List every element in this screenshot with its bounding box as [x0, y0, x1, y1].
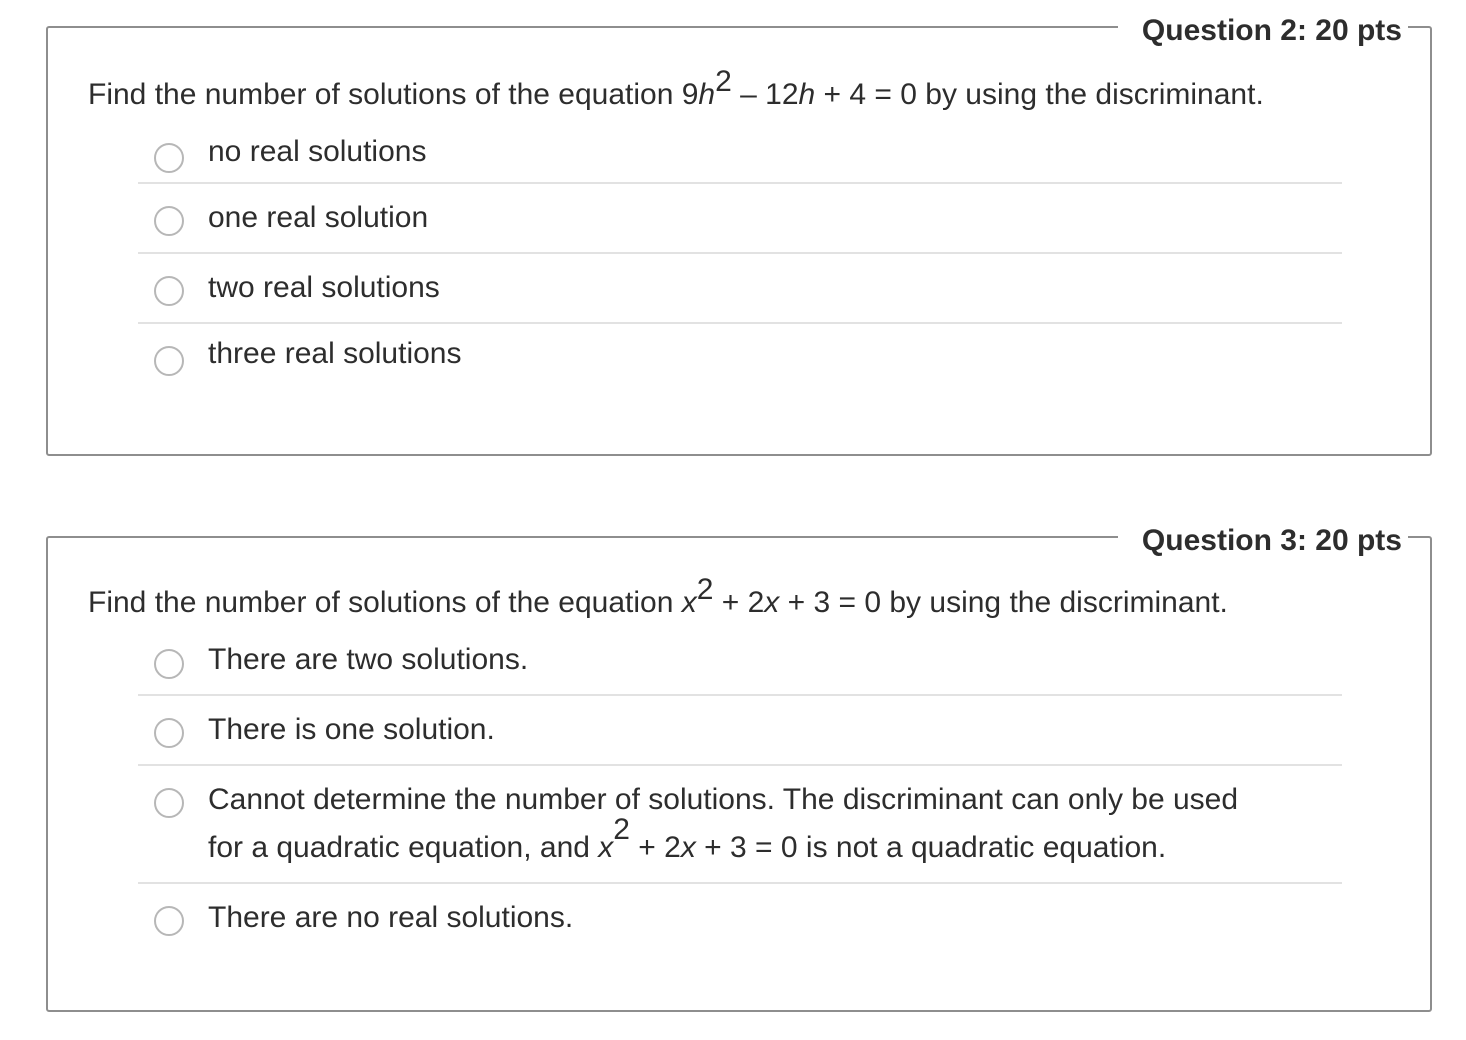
- radio-button[interactable]: [154, 788, 184, 818]
- answer-option[interactable]: [138, 766, 1342, 884]
- prompt-variable: x: [681, 586, 697, 619]
- answer-option[interactable]: [138, 134, 1342, 184]
- question-2-prompt: [88, 65, 1264, 114]
- prompt-variable: h: [698, 78, 716, 111]
- prompt-variable: h: [798, 78, 816, 111]
- radio-button[interactable]: [154, 718, 184, 748]
- answer-option[interactable]: [138, 884, 1342, 954]
- prompt-variable: x: [764, 586, 780, 619]
- answer-label-line-2: [208, 813, 1342, 872]
- answer-text: + 3 = 0 is not a quadratic equation.: [695, 831, 1167, 864]
- answer-option[interactable]: [138, 184, 1342, 254]
- answer-variable: x: [598, 831, 614, 864]
- answer-option[interactable]: [138, 696, 1342, 766]
- answer-label-line-1: Cannot determine the number of solutions. The discriminant can only be used: [208, 783, 1239, 816]
- answer-option[interactable]: [138, 254, 1342, 324]
- question-3-header: [1118, 522, 1408, 560]
- answer-label: two real solutions: [208, 271, 440, 304]
- answer-text: + 2: [629, 831, 681, 864]
- prompt-text: + 4 = 0 by using the discriminant.: [815, 78, 1264, 111]
- answer-label: one real solution: [208, 201, 429, 234]
- question-3-answers: [138, 644, 1342, 954]
- answer-label: There are two solutions.: [208, 643, 529, 676]
- question-2-label: Question 2:: [1141, 14, 1307, 47]
- question-2-answers: [138, 136, 1342, 394]
- prompt-text: Find the number of solutions of the equation: [88, 586, 682, 619]
- prompt-exponent: 2: [696, 573, 714, 606]
- answer-text: for a quadratic equation, and: [208, 831, 599, 864]
- question-2-card: [46, 14, 1432, 456]
- radio-button[interactable]: [154, 206, 184, 236]
- prompt-exponent: 2: [715, 65, 732, 98]
- answer-label: no real solutions: [208, 135, 427, 168]
- prompt-text: Find the number of solutions of the equation 9: [88, 78, 699, 111]
- answer-option[interactable]: [138, 644, 1342, 696]
- answer-variable: x: [680, 831, 696, 864]
- radio-button[interactable]: [154, 649, 184, 679]
- answer-exponent: 2: [613, 813, 630, 846]
- radio-button[interactable]: [154, 906, 184, 936]
- question-3-prompt: [88, 573, 1228, 622]
- answer-option[interactable]: [138, 324, 1342, 394]
- question-2-points: 20 pts: [1315, 14, 1402, 47]
- question-3-label: Question 3:: [1141, 524, 1307, 557]
- answer-label: There are no real solutions.: [208, 901, 574, 934]
- answer-label: three real solutions: [208, 337, 462, 370]
- question-3-card: [46, 524, 1432, 1012]
- radio-button[interactable]: [154, 143, 184, 173]
- question-3-points: 20 pts: [1315, 524, 1402, 557]
- radio-button[interactable]: [154, 346, 184, 376]
- question-2-header: [1118, 12, 1408, 50]
- prompt-text: + 3 = 0 by using the discriminant.: [779, 586, 1228, 619]
- radio-button[interactable]: [154, 276, 184, 306]
- answer-label: There is one solution.: [208, 713, 495, 746]
- prompt-text: + 2: [713, 586, 765, 619]
- prompt-text: – 12: [731, 78, 799, 111]
